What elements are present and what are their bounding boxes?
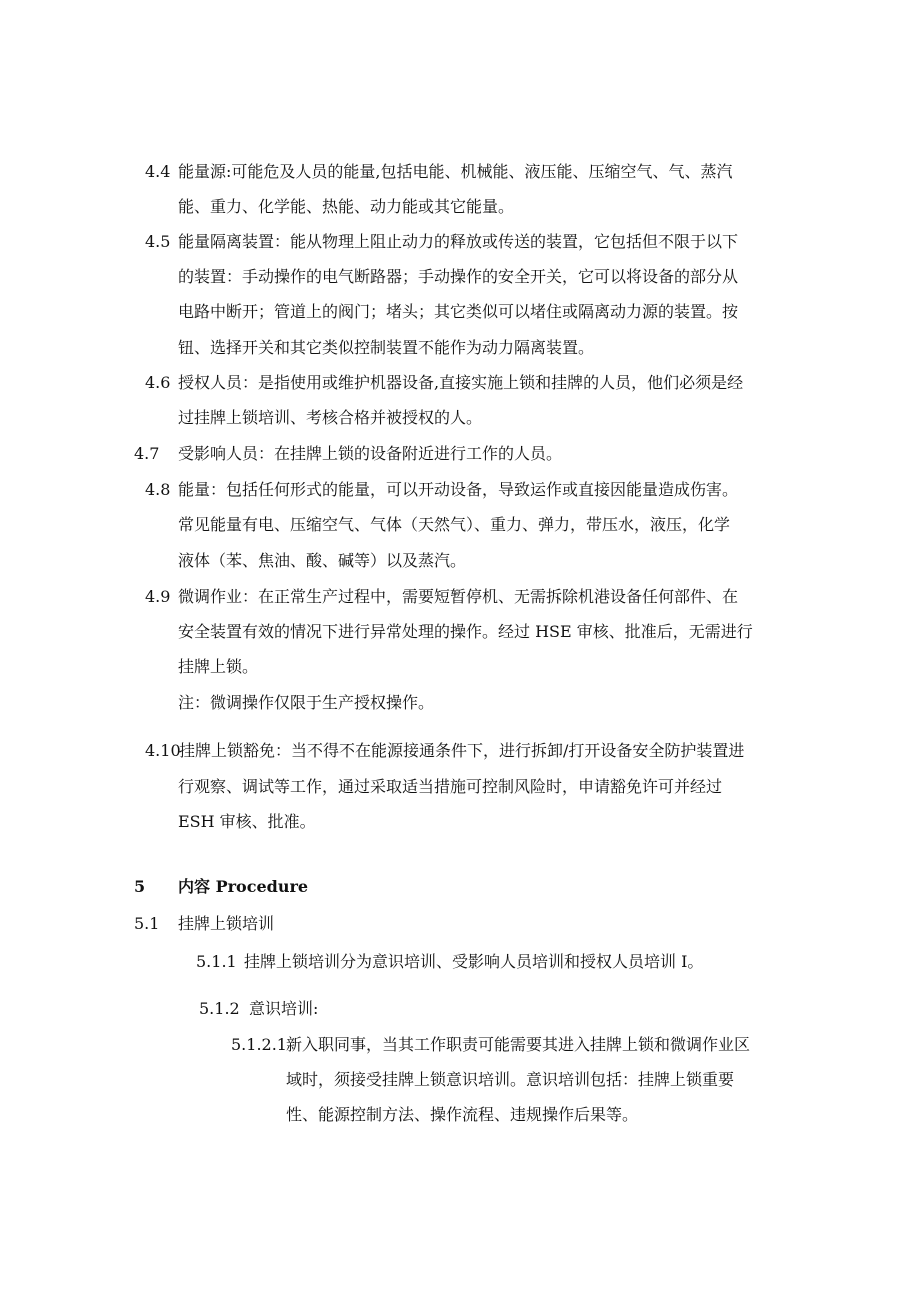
item-text-line: 安全装置有效的情况下进行异常处理的操作。经过 HSE 审核、批准后，无需进行 [178,622,753,641]
section-number: 5 [134,877,146,896]
item-text-line: 电路中断开；管道上的阀门；堵头；其它类似可以堵住或隔离动力源的装置。按 [178,302,739,321]
item-text-line: 能量：包括任何形式的能量，可以开动设备，导致运作或直接因能量造成伤害。 [178,480,739,499]
item-number: 4.7 [134,444,160,463]
subsection-number: 5.1.1 [196,952,237,971]
subsection-title: 挂牌上锁培训 [178,914,275,933]
item-number: 4.4 [145,162,171,181]
item-text-line: 钮、选择开关和其它类似控制装置不能作为动力隔离装置。 [178,338,595,357]
item-text-line: 常见能量有电、压缩空气、气体（天然气）、重力、弹力，带压水，液压，化学 [178,515,731,534]
item-number: 4.8 [145,480,171,499]
subsection-number: 5.1.2.1 [231,1035,287,1054]
item-number: 4.6 [145,373,171,392]
item-text-line: ESH 审核、批准。 [178,812,316,831]
item-text-line: 授权人员：是指使用或维护机器设备,直接实施上锁和挂牌的人员，他们必须是经 [178,373,744,392]
item-text-line: 过挂牌上锁培训、考核合格并被授权的人。 [178,408,483,427]
item-number: 4.5 [145,232,171,251]
item-text-line: 挂牌上锁。 [178,657,259,676]
item-number: 4.10 [145,741,181,760]
subsection-text: 意识培训: [249,999,319,1018]
item-text-line: 能、重力、化学能、热能、动力能或其它能量。 [178,197,515,216]
subsection-number: 5.1.2 [199,999,240,1018]
item-note: 注：微调操作仅限于生产授权操作。 [178,693,435,712]
item-text-line: 微调作业：在正常生产过程中，需要短暂停机、无需拆除机港设备任何部件、在 [178,587,739,606]
subsection-number: 5.1 [134,914,160,933]
item-text-line: 受影响人员：在挂牌上锁的设备附近进行工作的人员。 [178,444,563,463]
subsection-text-line: 性、能源控制方法、操作流程、违规操作后果等。 [286,1105,639,1124]
item-text-line: 能量隔离装置：能从物理上阻止动力的释放或传送的装置，它包括但不限于以下 [178,232,739,251]
subsection-text: 挂牌上锁培训分为意识培训、受影响人员培训和授权人员培训 I。 [244,952,704,971]
item-number: 4.9 [145,587,171,606]
item-text-line: 液体（苯、焦油、酸、碱等）以及蒸汽。 [178,551,467,570]
subsection-text-line: 新入职同事，当其工作职责可能需要其进入挂牌上锁和微调作业区 [286,1035,751,1054]
subsection-text-line: 域时，须接受挂牌上锁意识培训。意识培训包括：挂牌上锁重要 [286,1070,735,1089]
item-text-line: 的装置：手动操作的电气断路器；手动操作的安全开关，它可以将设备的部分从 [178,267,739,286]
item-text-line: 能量源:可能危及人员的能量,包括电能、机械能、液压能、压缩空气、气、蒸汽 [178,162,733,181]
item-text-line: 挂牌上锁豁免：当不得不在能源接通条件下，进行拆卸/打开设备安全防护装置进 [179,741,745,760]
item-text-line: 行观察、调试等工作，通过采取适当措施可控制风险时，申请豁免许可并经过 [178,777,723,796]
section-title: 内容 Procedure [178,877,309,896]
